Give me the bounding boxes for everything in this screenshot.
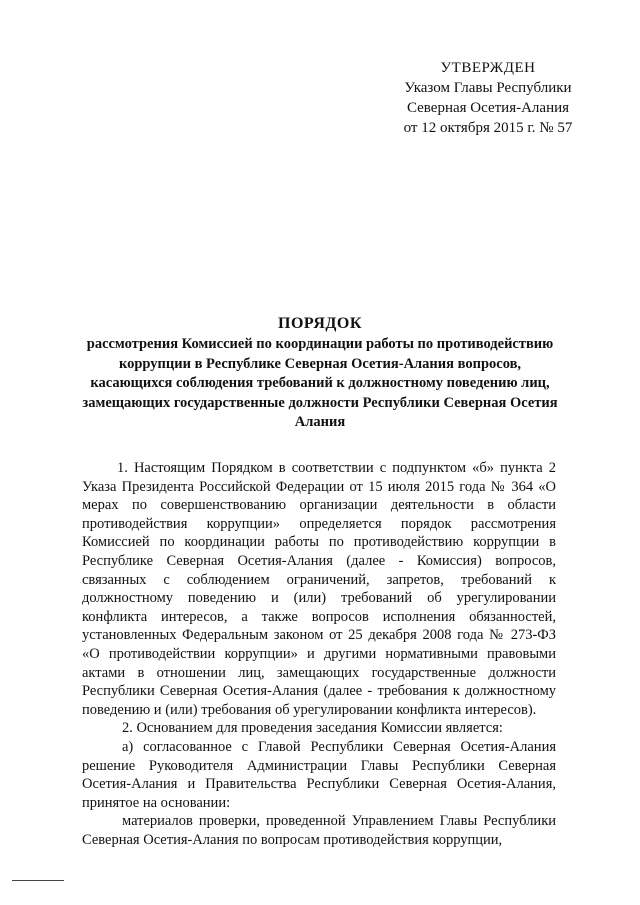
paragraph-materials: материалов проверки, проведенной Управлением Главы Республики Северная Осетия-Алания по вопросам противодействия коррупции, bbox=[82, 813, 556, 848]
paragraph-1: 1. Настоящим Порядком в соответствии с подпунктом «б» пункта 2 Указа Президента Российской Федерации от 15 июля 2015 года № 364 «О мерах по совершенствованию организации деятельности в области противодействия коррупции» определяется порядок рассмотрения Комиссией по координации работы по противодействию коррупции в Республике Северная Осетия-Алания (далее - Комиссия) вопросов, связанных с соблюдением ограничений, запретов, требований к должностному поведению и (или) требований об урегулировании конфликта интересов, а также вопросов исполнения обязанностей, установленных Федеральным законом от 25 декабря 2008 года № 273-ФЗ «О противодействии коррупции» и другими нормативными правовыми актами в отношении лиц, замещающих государственные должности Республики Северная Осетия-Алания (далее - требования к должностному поведению и (или) требования об урегулировании конфликта интересов). bbox=[82, 460, 556, 718]
approval-stamp bbox=[378, 58, 598, 138]
approval-line-decree: Указом Главы Республики bbox=[404, 80, 572, 96]
paragraph-2: 2. Основанием для проведения заседания Комиссии является: bbox=[122, 720, 503, 737]
document-subtitle: рассмотрения Комиссией по координации работы по противодействию коррупции в Республике Северная Осетия-Алания вопросов, касающихся соблюдения требований к должностному поведению лиц, замещающих государственные должности Республики Северная Осетия Алания bbox=[82, 336, 558, 430]
footer-rule bbox=[12, 880, 64, 881]
document-heading bbox=[78, 313, 562, 433]
approval-title: УТВЕРЖДЕН bbox=[440, 60, 536, 76]
approval-line-date: от 12 октября 2015 г. № 57 bbox=[403, 120, 573, 136]
document-body bbox=[82, 459, 556, 849]
paragraph-2a: а) согласованное с Главой Республики Северная Осетия-Алания решение Руководителя Администрации Главы Республики Северная Осетия-Алания и Правительства Республики Северная Осетия-Алания, принятое на основании: bbox=[82, 738, 556, 811]
approval-line-republic: Северная Осетия-Алания bbox=[406, 100, 570, 116]
document-title: ПОРЯДОК bbox=[278, 315, 362, 332]
